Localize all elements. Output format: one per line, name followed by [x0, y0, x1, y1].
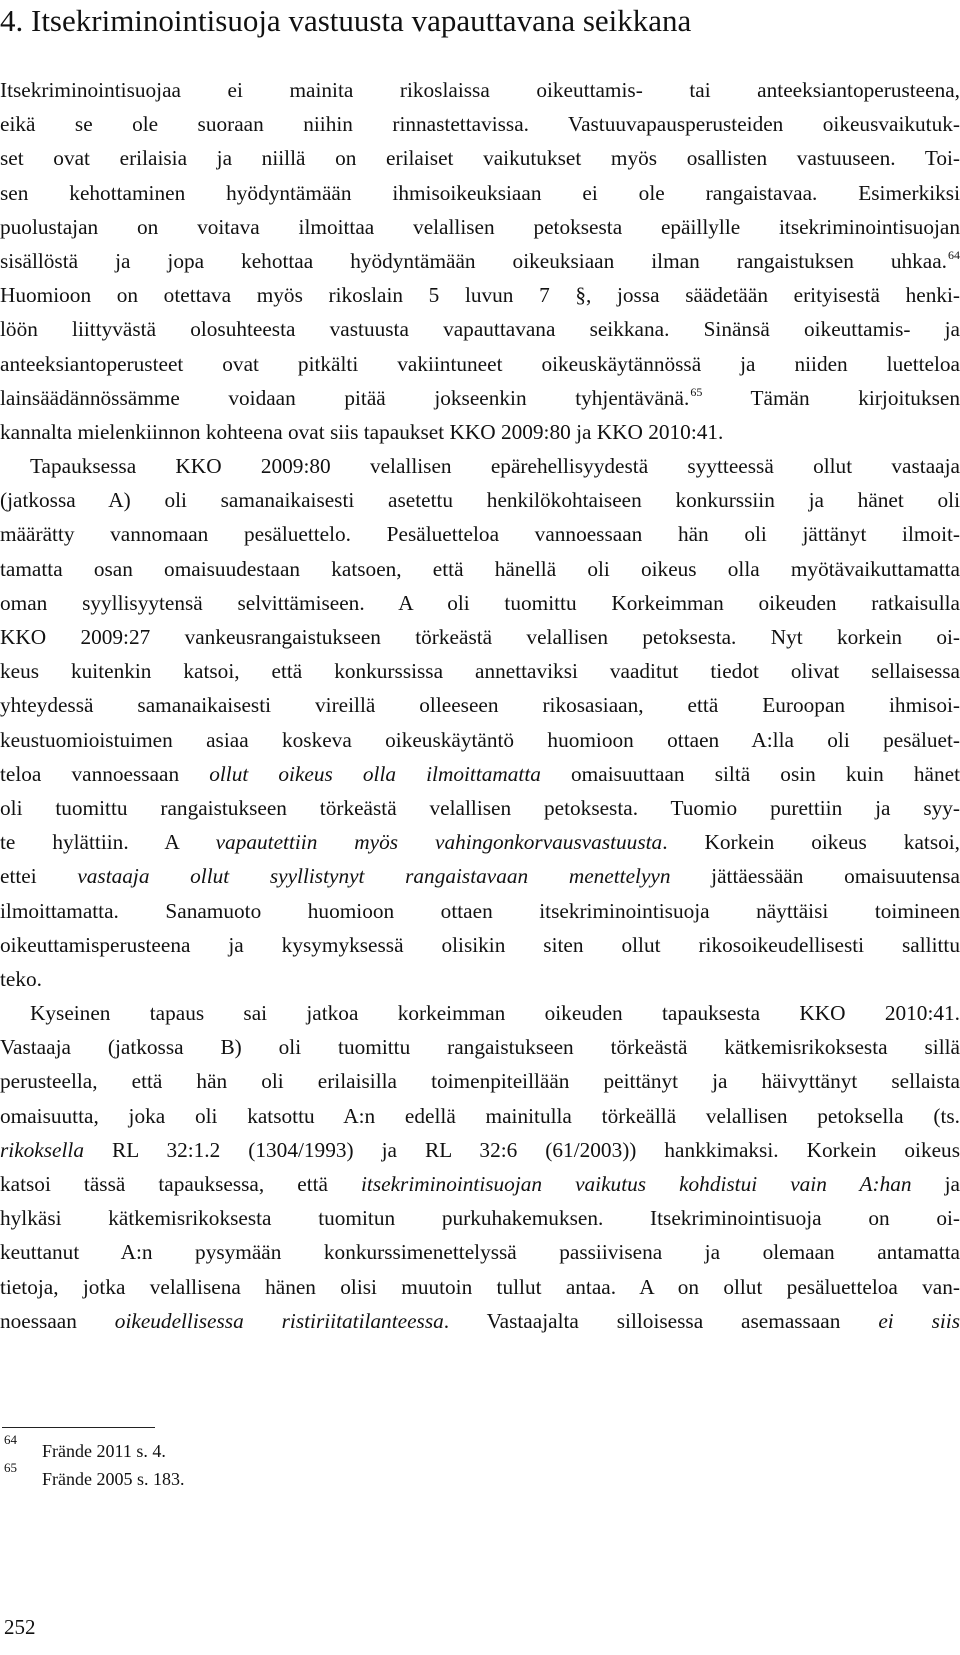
text-segment: omaisuuttaan siltä osin kuin hänet — [540, 761, 960, 786]
text-segment: lainsäädännössämme voidaan pitää jokseenkin tyhjentävänä. — [0, 385, 690, 410]
text-line: ilmoittamatta. Sanamuoto huomioon ottaen itsekriminointisuoja näyttäisi toimineen — [0, 898, 960, 923]
footnote-text: Frände 2005 s. 183. — [42, 1469, 185, 1489]
text-line: oikeuttamisperusteena ja kysymyksessä olisikin siten ollut rikosoikeudellisesti sallittu — [0, 932, 960, 957]
text-segment: Tämän kirjoituksen — [702, 385, 960, 410]
footnote-number: 65 — [4, 1460, 17, 1475]
text-line: oman syyllisyytensä selvittämiseen. A oli tuomittu Korkeimman oikeuden ratkaisulla — [0, 590, 960, 615]
text-line: eikä se ole suoraan niihin rinnastettavissa. Vastuuvapausperusteiden oikeusvaikutuk- — [0, 112, 960, 137]
text-line: tietoja, jotka velallisena hänen olisi muutoin tullut antaa. A on ollut pesäluetteloa van- — [0, 1274, 960, 1299]
body-text — [0, 73, 960, 1338]
text-line: Itsekriminointisuojaa ei mainita rikoslaissa oikeuttamis- tai anteeksiantoperusteena, — [0, 78, 960, 102]
text-line: määrätty vannomaan pesäluettelo. Pesäluetteloa vannoessaan hän oli jättänyt ilmoit- — [0, 522, 960, 547]
footnote-text: Frände 2011 s. 4. — [42, 1441, 166, 1461]
text-line: kannalta mielenkiinnon kohteena ovat siis tapaukset KKO 2009:80 ja KKO 2010:41. — [0, 419, 724, 444]
text-line: hylkäsi kätkemisrikoksesta tuomitun purkuhakemuksen. Itsekriminointisuoja on oi- — [0, 1206, 960, 1231]
text-line — [0, 1304, 960, 1338]
section-heading: 4. Itsekriminointisuoja vastuusta vapauttavana seikkana — [0, 3, 692, 38]
text-line: keustuomioistuimen asiaa koskeva oikeuskäytäntö huomioon ottaen A:lla oli pesäluet- — [0, 727, 960, 752]
text-line: tamatta osan omaisuudestaan katsoen, että hänellä oli oikeus olla myötävaikuttamatta — [0, 556, 960, 581]
footnote-reference: 64 — [948, 247, 960, 262]
text-segment: jättäessään omaisuutensa — [670, 864, 960, 889]
text-segment: ja — [911, 1172, 960, 1196]
text-line — [0, 244, 960, 278]
text-line: keuttanut A:n pysymään konkurssimenettelyssä passiivisena ja olemaan antamatta — [0, 1240, 960, 1265]
footnote-reference: 65 — [690, 384, 703, 399]
text-line: omaisuutta, joka oli katsottu A:n edellä mainitulla törkeällä velallisen petoksella (ts. — [0, 1103, 960, 1128]
text-line: set ovat erilaisia ja niillä on erilaiset vaikutukset myös osallisten vastuuseen. Toi- — [0, 146, 960, 171]
text-line — [0, 1133, 960, 1167]
text-line: teko. — [0, 966, 42, 991]
text-line: perusteella, että hän oli erilaisilla toimenpiteillään peittänyt ja häivyttänyt sellaista — [0, 1069, 960, 1094]
text-line — [0, 1167, 960, 1201]
text-segment: RL 32:1.2 (1304/1993) ja RL 32:6 (61/2003)) hankkimaksi. Korkein oikeus — [83, 1137, 960, 1162]
italic-phrase: oikeudellisessa ristiriitatilanteessa — [114, 1308, 444, 1333]
text-segment: noessaan — [0, 1308, 115, 1333]
text-segment: teloa vannoessaan — [0, 761, 210, 786]
text-line: puolustajan on voitava ilmoittaa velallisen petoksesta epäillylle itsekriminointisuojan — [0, 214, 960, 239]
text-line: löön liittyvästä olosuhteesta vastuusta vapauttavana seikkana. Sinänsä oikeuttamis- ja — [0, 317, 960, 342]
footnote-divider — [2, 1427, 155, 1428]
text-segment: ettei — [0, 864, 78, 889]
italic-phrase: itsekriminointisuojan vaikutus kohdistui vain A:han — [361, 1172, 912, 1196]
text-line — [0, 859, 960, 893]
text-line: sen kehottaminen hyödyntämään ihmisoikeuksiaan ei ole rangaistavaa. Esimerkiksi — [0, 180, 960, 205]
footnote-number: 64 — [4, 1432, 17, 1447]
text-segment: sisällöstä ja jopa kehottaa hyödyntämään oikeuksiaan ilman rangaistuksen uhkaa. — [0, 248, 947, 273]
italic-phrase: rikoksella — [0, 1137, 84, 1162]
text-segment: . Korkein oikeus katsoi, — [662, 830, 960, 855]
text-segment: katsoi tässä tapauksessa, että — [0, 1172, 362, 1196]
italic-phrase: ollut oikeus olla ilmoittamatta — [209, 761, 541, 786]
text-line: Vastaaja (jatkossa B) oli tuomittu rangaistukseen törkeästä kätkemisrikoksesta sillä — [0, 1035, 960, 1060]
text-line: keus kuitenkin katsoi, että konkurssissa annettaviksi vaaditut tiedot olivat sellaisessa — [0, 659, 960, 684]
page-number: 252 — [4, 1615, 36, 1639]
text-line — [0, 825, 960, 859]
italic-phrase: ei siis — [878, 1308, 960, 1333]
text-segment: . Vastaajalta silloisessa asemassaan — [443, 1308, 879, 1333]
text-line: Tapauksessa KKO 2009:80 velallisen epärehellisyydestä syytteessä ollut vastaaja — [30, 454, 960, 479]
text-line: (jatkossa A) oli samanaikaisesti asetettu henkilökohtaiseen konkurssiin ja hänet oli — [0, 488, 960, 513]
text-line: yhteydessä samanaikaisesti vireillä olleeseen rikosasiaan, että Euroopan ihmisoi- — [0, 693, 960, 718]
text-line: oli tuomittu rangaistukseen törkeästä velallisen petoksesta. Tuomio purettiin ja syy- — [0, 795, 960, 820]
text-line — [0, 381, 960, 415]
italic-phrase: vastaaja ollut syyllistynyt rangaistavaan menettelyyn — [77, 864, 671, 889]
text-line: anteeksiantoperusteet ovat pitkälti vakiintuneet oikeuskäytännössä ja niiden luetteloa — [0, 351, 960, 376]
italic-phrase: vapautettiin myös vahingonkorvausvastuusta — [215, 830, 663, 855]
text-line: KKO 2009:27 vankeusrangaistukseen törkeästä velallisen petoksesta. Nyt korkein oi- — [0, 625, 960, 649]
text-line: Huomioon on otettava myös rikoslain 5 luvun 7 §, jossa säädetään erityisestä henki- — [0, 283, 960, 308]
text-line: Kyseinen tapaus sai jatkoa korkeimman oikeuden tapauksesta KKO 2010:41. — [30, 1001, 960, 1026]
text-segment: te hylättiin. A — [0, 830, 216, 855]
text-line — [0, 757, 960, 791]
